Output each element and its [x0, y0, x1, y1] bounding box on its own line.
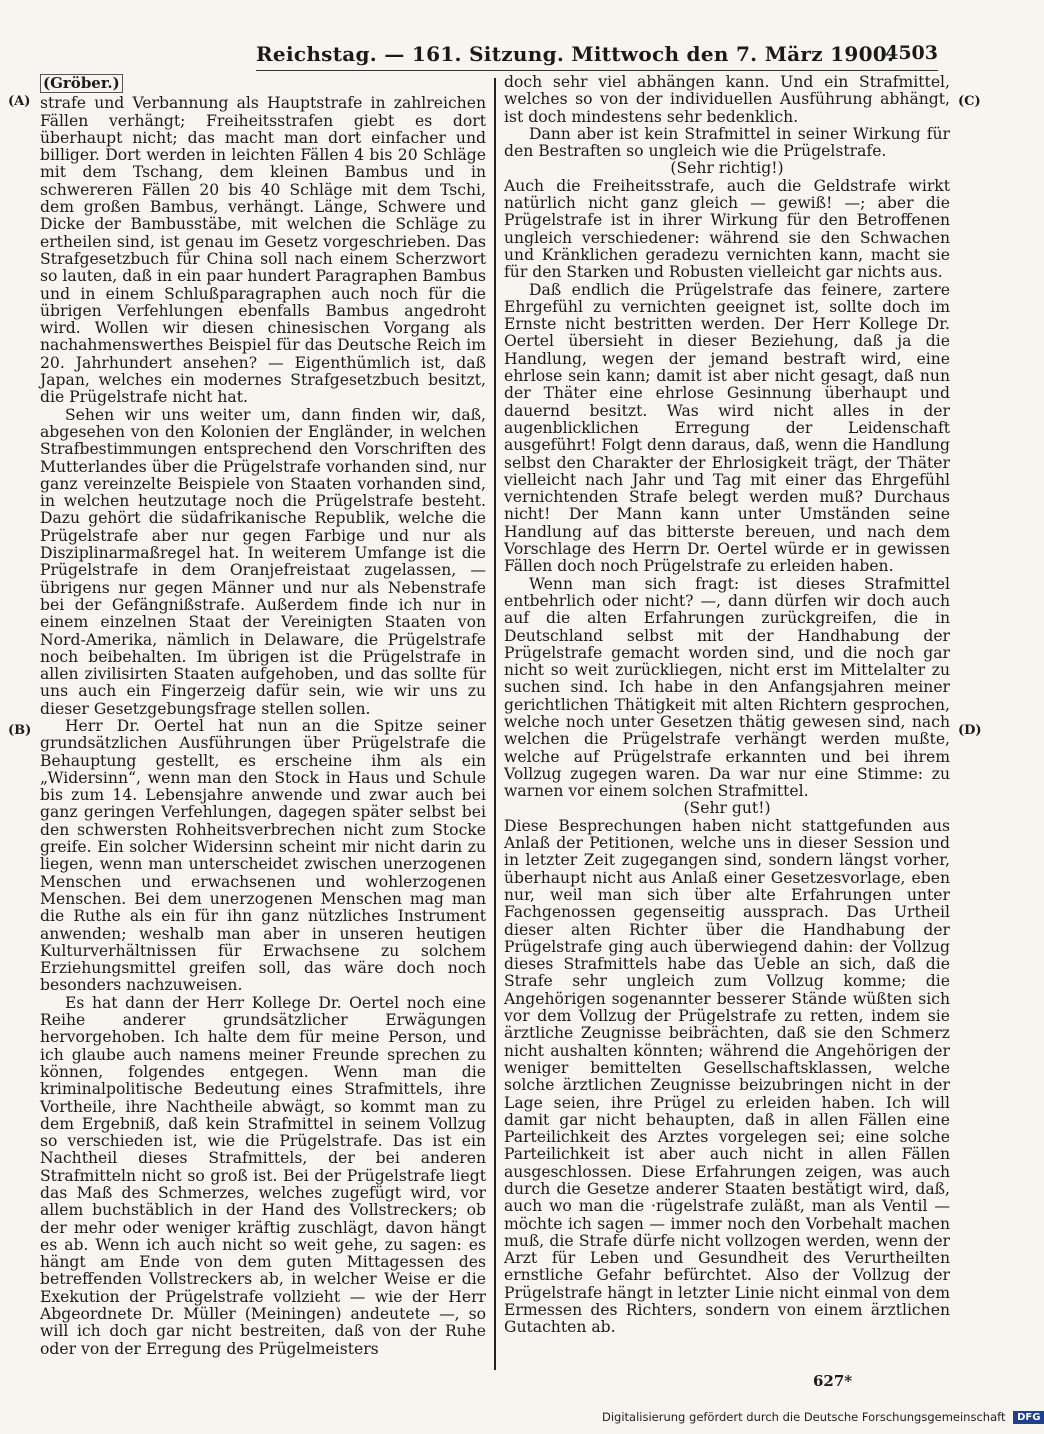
- page-number: 4503: [885, 42, 938, 64]
- footer: [602, 1410, 1044, 1428]
- column-divider: [494, 78, 496, 1370]
- header-title: Reichstag. — 161. Sitzung. Mittwoch den 7. März 1900.: [256, 42, 895, 66]
- right-column: [504, 74, 950, 1374]
- interjection: (Sehr richtig!): [670, 159, 784, 178]
- paragraph: doch sehr viel abhängen kann. Und ein Strafmittel, welches so von der individuellen Ausführung abhängt, ist doch mindestens sehr bedenklich.: [504, 73, 950, 126]
- paragraph: Wenn man sich fragt: ist dieses Strafmittel entbehrlich oder nicht? —, dann dürfen wir doch auch auf die alten Erfahrungen zurückgreifen, die in Deutschland selbst mit der Handhabung der Prügelstrafe gemacht worden sind, und die noch gar nicht so weit zurückliegen, nicht erst im Mittelalter zu suchen sind. Ich habe in den Anfangsjahren meiner gerichtlichen Thätigkeit mit alten Richtern gesprochen, welche noch unter Gesetzen thätig gewesen sind, nach welchen die Prügelstrafe verhängt werden mußte, welche auf Prügelstrafe erkannten und bei ihrem Vollzug zugegen waren. Da war nur eine Stimme: zu warnen vor einem solchen Strafmittel.: [504, 574, 950, 801]
- margin-marker-b: (B): [8, 723, 32, 738]
- signature-mark: 627*: [813, 1372, 853, 1390]
- paragraph: Auch die Freiheitsstrafe, auch die Geldstrafe wirkt natürlich nicht ganz gleich — gewiß! —; aber die Prügelstrafe ist in ihrer Wirkung für den Betroffenen ungleich verschiedener: während sie den Schwachen und Kränklichen geradezu vernichten kann, macht sie für den Starken und Robusten vielleicht gar nichts aus.: [504, 176, 950, 282]
- margin-marker-a: (A): [8, 94, 31, 109]
- dfg-logo-icon: DFG: [1013, 1411, 1044, 1424]
- page-header: [256, 40, 938, 71]
- paragraph: Diese Besprechungen haben nicht stattgefunden aus Anlaß der Petitionen, welche uns in dieser Session und in letzter Zeit zugegangen sind, sondern längst vorher, überhaupt nicht aus Anlaß einer Gesetzesvorlage, eben nur, weil man sich über alte Erfahrungen unter Fachgenossen gegenseitig aussprach. Das Urtheil dieser alten Richter über die Handhabung der Prügelstrafe ging auch überwiegend dahin: der Vollzug dieses Strafmittels habe das Ueble an sich, daß die Strafe sehr ungleich zum Vollzug komme; die Angehörigen sogenannter besserer Stände wüßten sich vor dem Vollzug der Prügelstrafe zu retten, indem sie ärztliche Zeugnisse beibrächten, daß sie den Schmerz nicht aushalten könnten; während die Angehörigen der weniger bemittelten Gesellschaftsklassen, welche solche ärztlichen Zeugnisse beizubringen nicht in der Lage seien, ihre Prügel zu erleiden haben. Ich will damit gar nicht behaupten, daß in allen Fällen eine Parteilichkeit des Arztes vorgelegen sei; eine solche Parteilichkeit ist aber auch nicht in allen Fällen ausgeschlossen. Diese Erfahrungen zeigen, was auch durch die Gesetze anderer Staaten bestätigt wird, daß, auch wo man die ·rügelstrafe zuläßt, man als Ventil — möchte ich sagen — immer noch den Vorbehalt machen muß, die Strafe dürfe nicht vollzogen werden, wenn der Arzt für Leben und Gesundheit des Verurtheilten ernstliche Gefahr befürchtet. Also der Vollzug der Prügelstrafe hängt in letzter Linie nicht einmal von dem Ermessen des Richters, sondern von einem ärztlichen Gutachten ab.: [504, 816, 950, 1337]
- paragraph: Dann aber ist kein Strafmittel in seiner Wirkung für den Bestraften so ungleich wie die Prügelstrafe.: [504, 124, 950, 161]
- paragraph: Herr Dr. Oertel hat nun an die Spitze seiner grundsätzlichen Ausführungen über Prügelstrafe die Behauptung gestellt, es erscheine ihm als ein „Widersinn“, wenn man den Stock in Haus und Schule bis zum 14. Lebensjahre anwende und zwar auch bei ganz geringen Verfehlungen, dagegen später selbst bei den schwersten Rohheitsverbrechen nicht zum Stocke greife. Ein solcher Widersinn scheint mir nicht darin zu liegen, wenn man unterscheidet zwischen unerzogenen Menschen und erwachsenen und wohlerzogenen Menschen. Bei dem unerzogenen Menschen mag man die Ruthe als ein für ihn ganz nützliches Instrument anwenden; weshalb man aber in unseren heutigen Kulturverhältnissen für Erwachsene zu solchem Erziehungsmittel greifen soll, das wäre doch noch besonders nachzuweisen.: [40, 716, 486, 995]
- margin-marker-d: (D): [958, 723, 982, 738]
- left-column: [40, 74, 486, 1360]
- margin-marker-c: (C): [958, 94, 981, 109]
- paragraph: Sehen wir uns weiter um, dann finden wir, daß, abgesehen von den Kolonien der Engländer, in welchen Strafbestimmungen entsprechend den Vorschriften des Mutterlandes über die Prügelstrafe vorhanden sind, nur ganz vereinzelte Beispiele von Staaten vorhanden sind, in welchen heutzutage noch die Prügelstrafe besteht. Dazu gehört die südafrikanische Republik, welche die Prügelstrafe aber nur gegen Farbige und nur als Disziplinarmaßregel hat. In weiterem Umfange ist die Prügelstrafe in dem Oranjefreistaat zugelassen, — übrigens nur gegen Männer und nur als Nebenstrafe bei der Gefängnißstrafe. Außerdem finde ich nur in einem einzelnen Staat der Vereinigten Staaten von Nord-Amerika, nämlich in Delaware, die Prügelstrafe noch beibehalten. Im übrigen ist die Prügelstrafe in allen zivilisirten Staaten aufgehoben, und das sollte für uns auch ein Fingerzeig dafür sein, wie wir uns zu dieser Gesetzgebungsfrage stellen sollen.: [40, 405, 486, 718]
- speaker-label: (Gröber.): [40, 74, 123, 93]
- footer-text: Digitalisierung gefördert durch die Deutsche Forschungsgemeinschaft: [602, 1410, 1006, 1424]
- interjection: (Sehr gut!): [683, 799, 771, 818]
- paragraph: Es hat dann der Herr Kollege Dr. Oertel noch eine Reihe anderer grundsätzlicher Erwägungen hervorgehoben. Ich halte dem für meine Person, und ich glaube auch namens meiner Freunde sprechen zu können, folgendes entgegen. Wenn man die kriminalpolitische Bedeutung eines Strafmittels, ihre Vortheile, ihre Nachtheile abwägt, so kommt man zu dem Ergebniß, daß kein Strafmittel in seinem Vollzug so verschieden ist, wie die Prügelstrafe. Das ist ein Nachtheil dieses Strafmittels, der bei anderen Strafmitteln nicht so groß ist. Bei der Prügelstrafe liegt das Maß des Schmerzes, welches zugefügt wird, vor allem buchstäblich in der Hand des Vollstreckers; ob der mehr oder weniger kräftig zuschlägt, davon hängt es ab. Wenn ich auch nicht so weit gehe, zu sagen: es hängt am Ende von dem guten Mittagessen des betreffenden Vollstreckers ab, in welcher Weise er die Exekution der Prügelstrafe vollzieht — wie der Herr Abgeordnete Dr. Müller (Meiningen) andeutete —, so will ich doch gar nicht bestreiten, daß von der Ruhe oder von der Erregung des Prügelmeisters: [40, 993, 486, 1358]
- paragraph: strafe und Verbannung als Hauptstrafe in zahlreichen Fällen verhängt; Freiheitsstrafen giebt es dort überhaupt nicht; das macht man dort einfacher und billiger. Dort werden in leichten Fällen 4 bis 20 Schläge mit dem Tschang, dem kleinen Bambus und in schwereren Fällen 20 bis 40 Schläge mit dem Tschi, dem großen Bambus, verhängt. Länge, Schwere und Dicke der Bambusstäbe, mit welchen die Schläge zu ertheilen sind, ist genau im Gesetz vorgeschrieben. Das Strafgesetzbuch für China soll nach einem Scherzwort so lauten, daß in ein paar hundert Paragraphen Bambus und in einem Schlußparagraphen auch noch für die übrigen Verfehlungen ebenfalls Bambus angedroht wird. Wollen wir diesen chinesischen Vorgang als nachahmenswerthes Beispiel für das Deutsche Reich im 20. Jahrhundert ansehen? — Eigenthümlich ist, daß Japan, welches ein modernes Strafgesetzbuch besitzt, die Prügelstrafe nicht hat.: [40, 94, 486, 407]
- paragraph: Daß endlich die Prügelstrafe das feinere, zartere Ehrgefühl zu vernichten geeignet ist, sollte doch im Ernste nicht bestritten werden. Der Herr Kollege Dr. Oertel übersieht in dieser Beziehung, daß ja die Handlung, wegen der jemand bestraft wird, eine ehrlose sein kann; damit ist aber nicht gesagt, daß nun der Thäter eine ehrlose Gesinnung überhaupt und dauernd besitzt. Was wird nicht alles in der augenblicklichen Erregung der Leidenschaft ausgeführt! Folgt denn daraus, daß, wenn die Handlung selbst den Charakter der Ehrlosigkeit trägt, der Thäter vielleicht nach Jahr und Tag mit einer das Ehrgefühl vernichtenden Strafe belegt werden muß? Durchaus nicht! Der Mann kann unter Umständen seine Handlung auf das bitterste bereuen, und nach dem Vorschlage des Herrn Dr. Oertel würde er in gewissen Fällen doch noch Prügelstrafe zu erleiden haben.: [504, 280, 950, 576]
